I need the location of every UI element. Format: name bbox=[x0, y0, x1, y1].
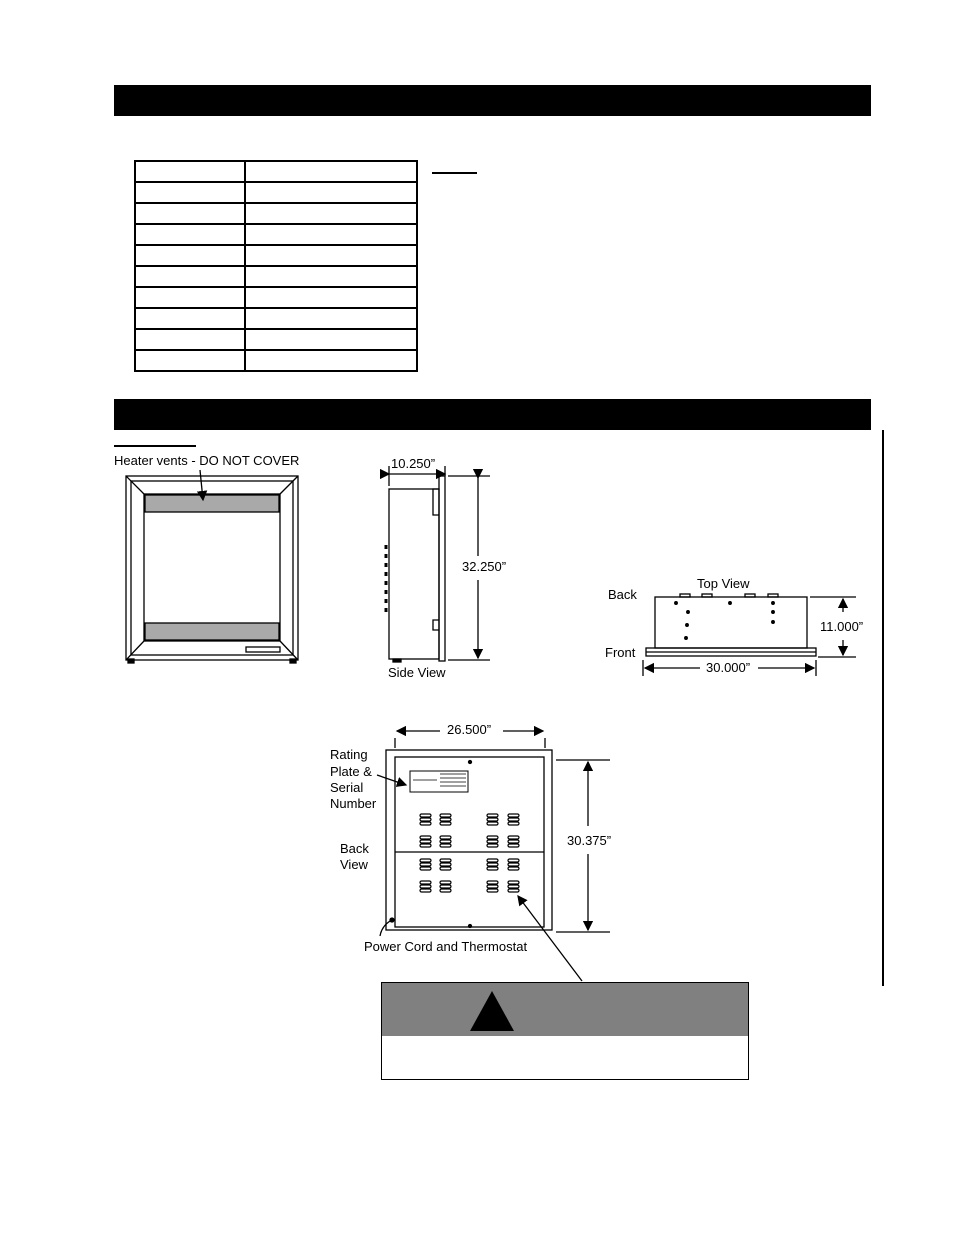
vent-slot bbox=[508, 889, 519, 892]
vent-slot bbox=[420, 840, 431, 843]
vent-slot bbox=[440, 867, 451, 870]
warning-box bbox=[381, 982, 749, 1080]
back-width-dimension: 26.500” bbox=[447, 722, 492, 737]
power-cord-label: Power Cord and Thermostat bbox=[364, 939, 528, 954]
vent-slot bbox=[487, 844, 498, 847]
vent-slot bbox=[420, 885, 431, 888]
vent-slot bbox=[420, 818, 431, 821]
top-width-dimension: 30.000” bbox=[706, 660, 751, 675]
vent-slot bbox=[420, 844, 431, 847]
vent-slot bbox=[508, 814, 519, 817]
vent-slot bbox=[508, 859, 519, 862]
vent-slot bbox=[420, 836, 431, 839]
front-view-drawing bbox=[126, 470, 298, 663]
vent-slot bbox=[508, 844, 519, 847]
vent-slot bbox=[487, 889, 498, 892]
vent-slot bbox=[420, 881, 431, 884]
rating-plate-line-4: Number bbox=[330, 796, 377, 811]
vent-slot bbox=[487, 881, 498, 884]
vent-slot bbox=[440, 859, 451, 862]
vent-slots bbox=[420, 814, 519, 892]
rating-plate-line-2: Plate & bbox=[330, 764, 372, 779]
vent-slot bbox=[487, 840, 498, 843]
vent-slot bbox=[440, 881, 451, 884]
vent-slot bbox=[420, 814, 431, 817]
back-height-dimension: 30.375” bbox=[567, 833, 612, 848]
heater-vents-label: Heater vents - DO NOT COVER bbox=[114, 453, 300, 468]
vent-slot bbox=[420, 859, 431, 862]
vent-slot bbox=[440, 885, 451, 888]
vent-slot bbox=[508, 836, 519, 839]
vent-slot bbox=[440, 889, 451, 892]
vent-slot bbox=[420, 867, 431, 870]
warning-triangle-icon bbox=[468, 989, 516, 1033]
rating-plate-line-3: Serial bbox=[330, 780, 364, 795]
vent-slot bbox=[420, 889, 431, 892]
side-height-dimension: 32.250” bbox=[462, 559, 507, 574]
vent-slot bbox=[508, 863, 519, 866]
top-view-label: Top View bbox=[697, 576, 750, 591]
top-depth-dimension: 11.000” bbox=[820, 619, 864, 634]
vent-slot bbox=[420, 863, 431, 866]
vent-slot bbox=[420, 822, 431, 825]
vent-slot bbox=[487, 822, 498, 825]
vent-slot bbox=[440, 863, 451, 866]
back-view-line-2: View bbox=[340, 857, 368, 872]
front-label: Front bbox=[605, 645, 636, 660]
side-view-label: Side View bbox=[388, 665, 446, 680]
rating-plate-line-1: Rating bbox=[330, 747, 368, 762]
vent-slot bbox=[508, 867, 519, 870]
vent-slot bbox=[487, 859, 498, 862]
back-view-line-1: Back bbox=[340, 841, 369, 856]
vent-slot bbox=[508, 885, 519, 888]
back-view-drawing bbox=[377, 731, 610, 981]
vent-slot bbox=[508, 818, 519, 821]
side-view-drawing bbox=[386, 466, 490, 662]
vent-slot bbox=[440, 814, 451, 817]
vent-slot bbox=[508, 840, 519, 843]
vent-slot bbox=[440, 822, 451, 825]
vent-slot bbox=[487, 818, 498, 821]
vent-slot bbox=[440, 840, 451, 843]
vent-slot bbox=[487, 867, 498, 870]
vent-slot bbox=[508, 822, 519, 825]
vent-slot bbox=[487, 836, 498, 839]
vent-slot bbox=[508, 881, 519, 884]
vent-slot bbox=[487, 885, 498, 888]
back-label: Back bbox=[608, 587, 637, 602]
vent-slot bbox=[440, 836, 451, 839]
top-view-drawing bbox=[643, 594, 856, 676]
side-width-dimension: 10.250” bbox=[391, 456, 436, 471]
vent-slot bbox=[440, 818, 451, 821]
vent-slot bbox=[487, 814, 498, 817]
warning-header bbox=[382, 983, 748, 1036]
vent-slot bbox=[487, 863, 498, 866]
vent-slot bbox=[440, 844, 451, 847]
